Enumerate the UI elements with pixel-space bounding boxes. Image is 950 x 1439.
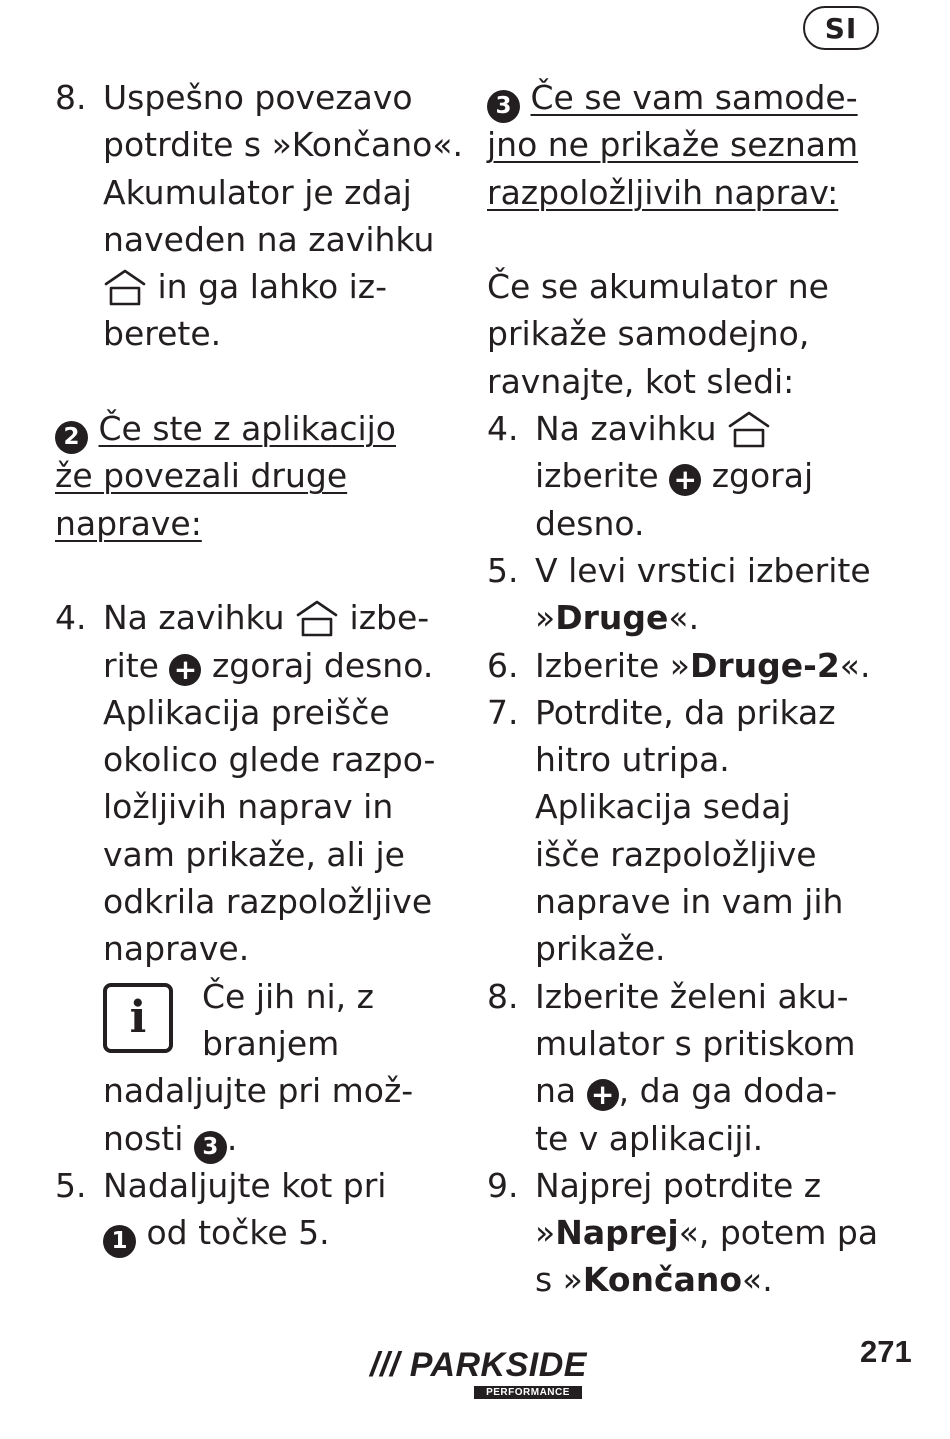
- info-icon: i: [103, 983, 173, 1053]
- right-step-8: [487, 973, 887, 1162]
- section-heading: razpoložljivih naprav:: [487, 172, 839, 212]
- step-text: Najprej potrdite z: [535, 1165, 822, 1205]
- section-heading: že povezali druge: [55, 456, 348, 496]
- step-text: zgoraj desno.: [201, 645, 434, 685]
- step-text: «.: [839, 645, 871, 685]
- step-text: od točke 5.: [136, 1213, 330, 1253]
- language-badge: SI: [803, 6, 879, 50]
- left-step-8: [55, 74, 464, 358]
- step-number: 4.: [487, 409, 519, 449]
- step-number: 7.: [487, 692, 519, 732]
- step-text: prikaže.: [535, 929, 666, 969]
- right-column: [487, 74, 887, 1304]
- step-text: berete.: [103, 314, 222, 354]
- step-text: Izberite »: [535, 645, 690, 685]
- note-text: branjem: [202, 1023, 340, 1063]
- page-number: 271: [860, 1334, 912, 1369]
- step-text: «, potem pa: [678, 1213, 879, 1253]
- note-text: Če jih ni, z: [202, 976, 374, 1016]
- step-number: 4.: [55, 598, 87, 638]
- step-text: izberite: [535, 456, 670, 496]
- section-marker-2: 2: [55, 421, 88, 454]
- step-text: okolico glede razpo-: [103, 740, 436, 780]
- section-heading: naprave:: [55, 503, 202, 543]
- step-text: ložljivih naprav in: [103, 787, 394, 827]
- step-text: Na zavihku: [103, 598, 296, 638]
- section-heading: jno ne prikaže seznam: [487, 125, 859, 165]
- step-number: 8.: [55, 78, 87, 117]
- left-column: [55, 74, 464, 1256]
- plus-circle-icon: +: [587, 1079, 619, 1111]
- step-text: Aplikacija sedaj: [535, 787, 791, 827]
- step-text: nadaljujte pri mož-: [103, 1071, 414, 1111]
- step-text: Uspešno povezavo: [103, 78, 413, 117]
- step-text: Izberite želeni aku-: [535, 976, 849, 1016]
- logo-wordmark: /// PARKSIDE: [370, 1346, 587, 1384]
- step-text: naveden na zavihku: [103, 219, 435, 259]
- step-number: 5.: [55, 1165, 87, 1205]
- step-text: zgoraj: [701, 456, 814, 496]
- step-number: 5.: [487, 550, 519, 590]
- step-text: vam prikaže, ali je: [103, 834, 405, 874]
- step-text: naprave in vam jih: [535, 882, 844, 922]
- step-text: »: [535, 598, 556, 638]
- step-text: hitro utripa.: [535, 740, 730, 780]
- right-step-7: [487, 689, 887, 973]
- step-text: na: [535, 1071, 587, 1111]
- section-heading: Če ste z aplikacijo: [98, 409, 396, 449]
- step-text: «.: [742, 1260, 773, 1300]
- ui-label: Druge: [555, 598, 669, 638]
- right-step-6: [487, 642, 887, 689]
- right-step-4: [487, 405, 887, 547]
- step-number: 8.: [487, 976, 519, 1016]
- step-number: 9.: [487, 1165, 519, 1205]
- step-text: in ga lahko iz-: [147, 267, 388, 307]
- right-intro: [487, 263, 887, 405]
- step-text: s »: [535, 1260, 583, 1300]
- step-text: naprave.: [103, 929, 250, 969]
- ui-label: Naprej: [555, 1213, 679, 1253]
- left-step-4: [55, 594, 455, 1162]
- step-text: mulator s pritiskom: [535, 1023, 856, 1063]
- right-step-9: [487, 1162, 887, 1304]
- step-text: odkrila razpoložljive: [103, 882, 433, 922]
- step-text: V levi vrstici izberite: [535, 550, 871, 590]
- step-text: rite: [103, 645, 170, 685]
- plus-circle-icon: +: [669, 464, 701, 496]
- step-number: 6.: [487, 645, 519, 685]
- step-text: Aplikacija preišče: [103, 692, 390, 732]
- step-text: desno.: [535, 503, 645, 543]
- step-text: izbe-: [339, 598, 430, 638]
- section-marker-3: 3: [194, 1131, 227, 1164]
- step-text: išče razpoložljive: [535, 834, 817, 874]
- step-text: nosti: [103, 1118, 194, 1158]
- step-text: Nadaljujte kot pri: [103, 1165, 387, 1205]
- step-text: »: [535, 1213, 556, 1253]
- home-icon: [295, 598, 339, 638]
- plus-circle-icon: +: [169, 654, 201, 686]
- right-section-3-heading: [487, 74, 887, 216]
- step-text: te v aplikaciji.: [535, 1118, 764, 1158]
- ui-label: Druge-2: [689, 645, 840, 685]
- home-icon: [727, 409, 771, 449]
- step-text: .: [226, 1118, 238, 1158]
- step-text: Na zavihku: [535, 409, 728, 449]
- section-marker-3: 3: [487, 90, 520, 123]
- intro-text: ravnajte, kot sledi:: [487, 361, 795, 401]
- parkside-logo: [370, 1347, 585, 1402]
- step-text: potrdite s »Končano«.: [103, 125, 464, 165]
- home-icon: [103, 267, 147, 307]
- step-text: Potrdite, da prikaz: [535, 692, 836, 732]
- section-heading: Če se vam samode-: [530, 78, 858, 117]
- intro-text: prikaže samodejno,: [487, 314, 810, 354]
- step-text: Akumulator je zdaj: [103, 172, 412, 212]
- right-step-5: [487, 547, 887, 642]
- step-text: «.: [668, 598, 700, 638]
- ui-label: Končano: [582, 1260, 743, 1300]
- left-section-2-heading: [55, 405, 455, 547]
- intro-text: Če se akumulator ne: [487, 267, 829, 307]
- step-text: , da ga doda-: [618, 1071, 838, 1111]
- left-step-5: [55, 1162, 455, 1257]
- section-marker-1: 1: [103, 1225, 136, 1258]
- logo-subtitle: PERFORMANCE: [474, 1386, 582, 1399]
